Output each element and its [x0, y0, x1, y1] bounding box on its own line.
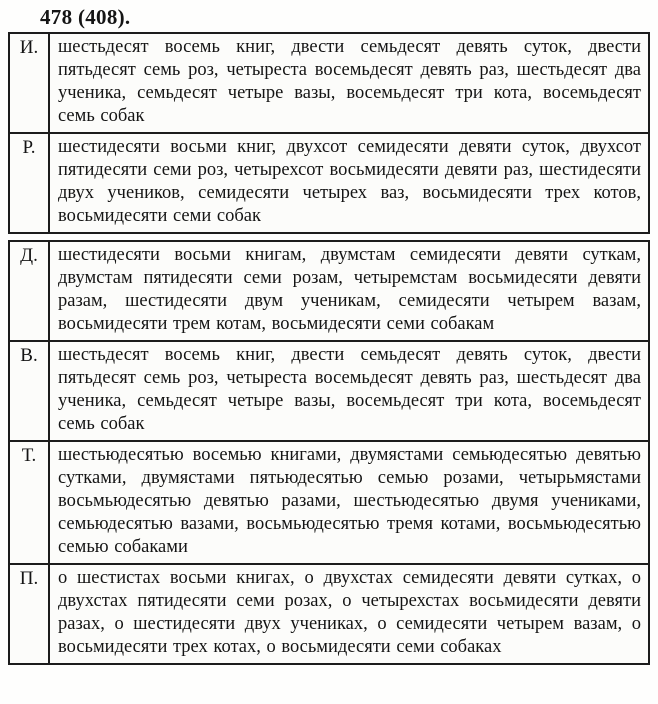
table-row-genitive	[9, 133, 649, 233]
case-label-accusative: В.	[9, 341, 49, 441]
declension-table-nominative-genitive	[8, 32, 650, 234]
case-forms-instrumental: шестьюдесятью восемью книгами, двумястами семьюдесятью девятью сутками, двумястами пятьюдесятью семью розами, четырьмястами восьмьюдесятью девятью разами, шестьюдесятью двумя учениками, семьюдесятью вазами, восьмьюдесятью тремя котами, восьмьюдесятью семью собаками	[49, 441, 649, 564]
table-row-dative	[9, 241, 649, 341]
case-forms-genitive: шестидесяти восьми книг, двухсот семидесяти девяти суток, двухсот пятидесяти семи роз, четырехсот восьмидесяти девяти раз, шестидесяти двух учеников, семидесяти четырех ваз, восьмидесяти трех котов, восьмидесяти семи собак	[49, 133, 649, 233]
case-forms-nominative: шестьдесят восемь книг, двести семьдесят девять суток, двести пятьдесят семь роз, четыреста восемьдесят девять раз, шестьдесят два ученика, семьдесят четыре вазы, восемьдесят три кота, восемьдесят семь собак	[49, 33, 649, 133]
case-forms-dative: шестидесяти восьми книгам, двумстам семидесяти девяти суткам, двумстам пятидесяти семи розам, четыремстам восьмидесяти девяти разам, шестидесяти двум ученикам, семидесяти четырем вазам, восьмидесяти трем котам, восьмидесяти семи собакам	[49, 241, 649, 341]
case-label-nominative: И.	[9, 33, 49, 133]
table-row-instrumental	[9, 441, 649, 564]
exercise-number: 478 (408).	[40, 5, 131, 29]
case-forms-prepositional: о шестистах восьми книгах, о двухстах семидесяти девяти сутках, о двухстах пятидесяти семи розах, о четырехстах восьмидесяти девяти разах, о шестидесяти двух учениках, о семидесяти четырем вазам, о восьмидесяти трех котах, о восьмидесяти семи собаках	[49, 564, 649, 664]
case-label-dative: Д.	[9, 241, 49, 341]
table-row-prepositional	[9, 564, 649, 664]
case-label-prepositional: П.	[9, 564, 49, 664]
table-row-nominative	[9, 33, 649, 133]
declension-table-dative-accusative-instrumental-prepositional	[8, 240, 650, 665]
case-forms-accusative: шестьдесят восемь книг, двести семьдесят девять суток, двести пятьдесят семь роз, четыреста восемьдесят девять раз, шестьдесят два ученика, семьдесят четыре вазы, восемьдесят три кота, восемьдесят семь собак	[49, 341, 649, 441]
case-label-genitive: Р.	[9, 133, 49, 233]
table-row-accusative	[9, 341, 649, 441]
case-label-instrumental: Т.	[9, 441, 49, 564]
